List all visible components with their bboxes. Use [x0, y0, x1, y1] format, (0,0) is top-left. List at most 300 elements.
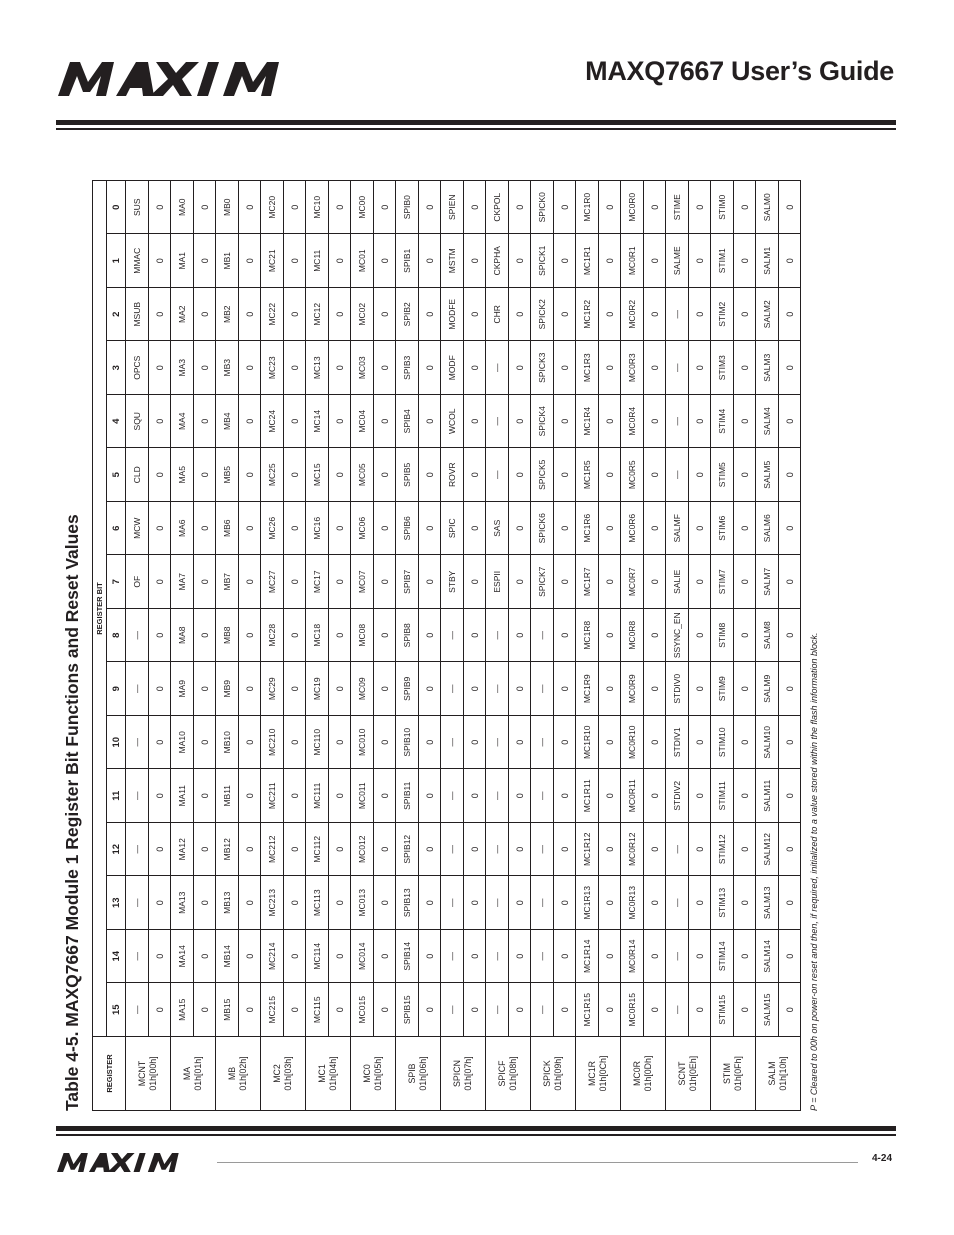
table-row — [576, 180, 599, 1110]
bit-function-cell: MB10 — [216, 716, 239, 770]
reset-value-cell: 0 — [644, 769, 666, 823]
reset-value-cell: 0 — [644, 288, 666, 342]
bit-function-cell: OPCS — [126, 341, 149, 395]
bit-function-cell: MC1R6 — [576, 502, 599, 556]
table-row-reset — [509, 180, 531, 1110]
reset-value-cell: 0 — [464, 502, 486, 556]
reset-value-cell: 0 — [419, 395, 441, 449]
reset-value-cell: 0 — [419, 930, 441, 984]
bit-function-cell: SALM1 — [756, 234, 779, 288]
reset-value-cell: 0 — [149, 341, 171, 395]
bit-function-cell: MC0R1 — [621, 234, 644, 288]
reset-value-cell: 0 — [149, 234, 171, 288]
bit-function-cell: MC115 — [306, 983, 329, 1037]
reset-value-cell: 0 — [509, 983, 531, 1037]
bit-function-cell: MC07 — [351, 555, 374, 609]
table-row — [531, 180, 554, 1110]
bit-function-cell: MB13 — [216, 876, 239, 930]
register-address: 01h[0Ch] — [598, 1055, 608, 1092]
reset-value-cell: 0 — [509, 769, 531, 823]
bit-function-cell: SPIB5 — [396, 448, 419, 502]
reset-value-cell: 0 — [554, 234, 576, 288]
reset-value-cell: 0 — [509, 395, 531, 449]
reset-value-cell: 0 — [554, 180, 576, 234]
reset-value-cell: 0 — [509, 288, 531, 342]
reset-value-cell: 0 — [374, 609, 396, 663]
reset-value-cell: 0 — [329, 341, 351, 395]
bit-function-cell: MC212 — [261, 823, 284, 877]
register-name: SPICK — [542, 1060, 552, 1087]
bit-function-cell: — — [666, 395, 689, 449]
bit-function-cell: MC13 — [306, 341, 329, 395]
bit-function-cell: SPIB11 — [396, 769, 419, 823]
register-table — [92, 180, 801, 1111]
table-row — [486, 180, 509, 1110]
register-address: 01h[05h] — [373, 1056, 383, 1091]
bit-header: 10 — [107, 716, 126, 770]
reset-value-cell: 0 — [149, 180, 171, 234]
reset-value-cell: 0 — [599, 769, 621, 823]
reset-value-cell: 0 — [239, 341, 261, 395]
reset-value-cell: 0 — [779, 609, 801, 663]
reset-value-cell: 0 — [554, 395, 576, 449]
reset-value-cell: 0 — [284, 930, 306, 984]
reset-value-cell: 0 — [329, 983, 351, 1037]
bit-function-cell: — — [486, 823, 509, 877]
reset-value-cell: 0 — [149, 662, 171, 716]
bit-function-cell: MCW — [126, 502, 149, 556]
register-name: MC1R — [587, 1061, 597, 1086]
bit-header: 12 — [107, 823, 126, 877]
reset-value-cell: 0 — [509, 448, 531, 502]
reset-value-cell: 0 — [599, 180, 621, 234]
bit-function-cell: ESPII — [486, 555, 509, 609]
reset-value-cell: 0 — [284, 983, 306, 1037]
bit-function-cell: — — [486, 876, 509, 930]
reset-value-cell: 0 — [734, 234, 756, 288]
bit-function-cell: — — [126, 823, 149, 877]
register-name: SCNT — [677, 1061, 687, 1086]
reset-value-cell: 0 — [734, 341, 756, 395]
table-row-reset — [734, 180, 756, 1110]
bit-function-cell: MC29 — [261, 662, 284, 716]
reset-value-cell: 0 — [734, 288, 756, 342]
bit-header: 13 — [107, 876, 126, 930]
bit-function-cell: MC11 — [306, 234, 329, 288]
bit-header: 5 — [107, 448, 126, 502]
reset-value-cell: 0 — [734, 502, 756, 556]
bit-function-cell: MC14 — [306, 395, 329, 449]
bit-function-cell: — — [531, 662, 554, 716]
bit-function-cell: MC17 — [306, 555, 329, 609]
bit-function-cell: MC0R14 — [621, 930, 644, 984]
reset-value-cell: 0 — [689, 341, 711, 395]
bit-function-cell: MA3 — [171, 341, 194, 395]
bit-function-cell: SALM3 — [756, 341, 779, 395]
bit-function-cell: MC01 — [351, 234, 374, 288]
table-row-reset — [644, 180, 666, 1110]
bit-function-cell: MC08 — [351, 609, 374, 663]
bit-function-cell: MC0R10 — [621, 716, 644, 770]
reset-value-cell: 0 — [689, 234, 711, 288]
bit-function-cell: MC05 — [351, 448, 374, 502]
bit-function-cell: MC0R0 — [621, 180, 644, 234]
table-row-reset — [329, 180, 351, 1110]
bit-function-cell: SPIB2 — [396, 288, 419, 342]
reset-value-cell: 0 — [464, 983, 486, 1037]
reset-value-cell: 0 — [779, 930, 801, 984]
reset-value-cell: 0 — [779, 823, 801, 877]
reset-value-cell: 0 — [644, 662, 666, 716]
table-row-reset — [464, 180, 486, 1110]
reset-value-cell: 0 — [149, 288, 171, 342]
reset-value-cell: 0 — [419, 609, 441, 663]
reset-value-cell: 0 — [464, 716, 486, 770]
bit-function-cell: MA6 — [171, 502, 194, 556]
reset-value-cell: 0 — [419, 555, 441, 609]
reset-value-cell: 0 — [509, 662, 531, 716]
reset-value-cell: 0 — [284, 823, 306, 877]
reset-value-cell: 0 — [419, 448, 441, 502]
reset-value-cell: 0 — [644, 395, 666, 449]
bit-function-cell: STIM5 — [711, 448, 734, 502]
reset-value-cell: 0 — [599, 930, 621, 984]
register-address: 01h[0Eh] — [688, 1055, 698, 1092]
register-name: SPIB — [407, 1063, 417, 1084]
bit-function-cell: STIM12 — [711, 823, 734, 877]
bit-function-cell: MC20 — [261, 180, 284, 234]
register-address: 01h[00h] — [148, 1056, 158, 1091]
reset-value-cell: 0 — [419, 180, 441, 234]
reset-value-cell: 0 — [239, 180, 261, 234]
reset-value-cell: 0 — [689, 180, 711, 234]
register-name: SPICN — [452, 1060, 462, 1087]
reset-value-cell: 0 — [734, 395, 756, 449]
bit-function-cell: MC214 — [261, 930, 284, 984]
register-name-cell — [531, 1037, 576, 1111]
bit-function-cell: STIM11 — [711, 769, 734, 823]
reset-value-cell: 0 — [194, 609, 216, 663]
bit-function-cell: MC1R15 — [576, 983, 599, 1037]
bit-function-cell: SQU — [126, 395, 149, 449]
register-name-cell — [711, 1037, 756, 1111]
bit-function-cell: STBY — [441, 555, 464, 609]
bit-function-cell: — — [531, 983, 554, 1037]
bit-function-cell: MC114 — [306, 930, 329, 984]
bit-function-cell: SALM7 — [756, 555, 779, 609]
register-name-cell — [666, 1037, 711, 1111]
bit-function-cell: MC0R7 — [621, 555, 644, 609]
bit-function-cell: MC0R6 — [621, 502, 644, 556]
bit-function-cell: MB12 — [216, 823, 239, 877]
reset-value-cell: 0 — [374, 555, 396, 609]
bit-function-cell: MA8 — [171, 609, 194, 663]
bit-function-cell: — — [486, 609, 509, 663]
register-address: 01h[07h] — [463, 1056, 473, 1091]
bit-function-cell: MC0R2 — [621, 288, 644, 342]
bit-function-cell: MB3 — [216, 341, 239, 395]
bit-header: 9 — [107, 662, 126, 716]
bit-function-cell: — — [486, 716, 509, 770]
reset-value-cell: 0 — [554, 930, 576, 984]
reset-value-cell: 0 — [734, 555, 756, 609]
bit-function-cell: — — [441, 876, 464, 930]
reset-value-cell: 0 — [734, 716, 756, 770]
reset-value-cell: 0 — [554, 876, 576, 930]
bit-function-cell: MC25 — [261, 448, 284, 502]
reset-value-cell: 0 — [149, 823, 171, 877]
reset-value-cell: 0 — [734, 609, 756, 663]
reset-value-cell: 0 — [644, 341, 666, 395]
reset-value-cell: 0 — [374, 662, 396, 716]
bit-function-cell: MC1R14 — [576, 930, 599, 984]
reset-value-cell: 0 — [554, 769, 576, 823]
bit-header: 11 — [107, 769, 126, 823]
register-column-header: REGISTER — [93, 1037, 126, 1111]
bit-function-cell: MC10 — [306, 180, 329, 234]
bit-function-cell: — — [531, 876, 554, 930]
bit-function-cell: MA0 — [171, 180, 194, 234]
reset-value-cell: 0 — [464, 395, 486, 449]
bit-function-cell: MC21 — [261, 234, 284, 288]
bit-function-cell: — — [441, 983, 464, 1037]
reset-value-cell: 0 — [464, 555, 486, 609]
reset-value-cell: 0 — [374, 341, 396, 395]
reset-value-cell: 0 — [464, 876, 486, 930]
reset-value-cell: 0 — [554, 662, 576, 716]
reset-value-cell: 0 — [374, 769, 396, 823]
bit-function-cell: SSYNC_EN — [666, 609, 689, 663]
bit-function-cell: MC1R11 — [576, 769, 599, 823]
table-row — [621, 180, 644, 1110]
bit-function-cell: MB7 — [216, 555, 239, 609]
reset-value-cell: 0 — [194, 876, 216, 930]
bit-function-cell: SALM12 — [756, 823, 779, 877]
bit-function-cell: MA9 — [171, 662, 194, 716]
reset-value-cell: 0 — [419, 502, 441, 556]
bit-function-cell: SPIB10 — [396, 716, 419, 770]
bit-function-cell: MC06 — [351, 502, 374, 556]
bit-function-cell: SPIEN — [441, 180, 464, 234]
bit-function-cell: — — [126, 609, 149, 663]
reset-value-cell: 0 — [599, 716, 621, 770]
reset-value-cell: 0 — [374, 502, 396, 556]
reset-value-cell: 0 — [419, 288, 441, 342]
register-name-cell — [351, 1037, 396, 1111]
register-address: 01h[03h] — [283, 1056, 293, 1091]
bit-function-cell: — — [441, 662, 464, 716]
bit-header: 15 — [107, 983, 126, 1037]
register-address: 01h[01h] — [193, 1056, 203, 1091]
reset-value-cell: 0 — [644, 555, 666, 609]
reset-value-cell: 0 — [599, 876, 621, 930]
reset-value-cell: 0 — [599, 983, 621, 1037]
bit-function-cell: MA11 — [171, 769, 194, 823]
bit-function-cell: — — [531, 716, 554, 770]
reset-value-cell: 0 — [329, 769, 351, 823]
reset-value-cell: 0 — [239, 930, 261, 984]
bit-function-cell: SALM2 — [756, 288, 779, 342]
reset-value-cell: 0 — [239, 983, 261, 1037]
table-row — [396, 180, 419, 1110]
reset-value-cell: 0 — [284, 341, 306, 395]
reset-value-cell: 0 — [509, 930, 531, 984]
bit-function-cell: MA4 — [171, 395, 194, 449]
register-name: MC2 — [272, 1064, 282, 1083]
header-rule — [56, 120, 896, 125]
reset-value-cell: 0 — [779, 769, 801, 823]
bit-function-cell: STIM13 — [711, 876, 734, 930]
bit-function-cell: STIME — [666, 180, 689, 234]
table-row — [261, 180, 284, 1110]
reset-value-cell: 0 — [464, 930, 486, 984]
bit-function-cell: MC014 — [351, 930, 374, 984]
reset-value-cell: 0 — [689, 288, 711, 342]
bit-function-cell: MC09 — [351, 662, 374, 716]
reset-value-cell: 0 — [599, 662, 621, 716]
reset-value-cell: 0 — [509, 502, 531, 556]
bit-function-cell: MC210 — [261, 716, 284, 770]
register-address: 01h[02h] — [238, 1056, 248, 1091]
register-address: 01h[06h] — [418, 1056, 428, 1091]
register-name: MCNT — [137, 1060, 147, 1087]
reset-value-cell: 0 — [554, 448, 576, 502]
bit-function-cell: MC26 — [261, 502, 284, 556]
register-bit-header: REGISTER BIT — [93, 180, 107, 1036]
bit-function-cell: MC03 — [351, 341, 374, 395]
bit-function-cell: SPICK1 — [531, 234, 554, 288]
bit-function-cell: MODFE — [441, 288, 464, 342]
reset-value-cell: 0 — [509, 234, 531, 288]
register-name: STIM — [722, 1063, 732, 1085]
reset-value-cell: 0 — [149, 983, 171, 1037]
reset-value-cell: 0 — [284, 876, 306, 930]
register-name: MC0R — [632, 1061, 642, 1086]
bit-function-cell: MC1R7 — [576, 555, 599, 609]
bit-function-cell: — — [666, 876, 689, 930]
reset-value-cell: 0 — [284, 609, 306, 663]
bit-function-cell: MC00 — [351, 180, 374, 234]
reset-value-cell: 0 — [689, 769, 711, 823]
reset-value-cell: 0 — [149, 448, 171, 502]
reset-value-cell: 0 — [374, 180, 396, 234]
bit-header: 0 — [107, 180, 126, 234]
bit-function-cell: MB0 — [216, 180, 239, 234]
bit-function-cell: SALM6 — [756, 502, 779, 556]
bit-header: 8 — [107, 609, 126, 663]
table-row — [171, 180, 194, 1110]
bit-function-cell: SALM9 — [756, 662, 779, 716]
bit-function-cell: MA12 — [171, 823, 194, 877]
reset-value-cell: 0 — [329, 555, 351, 609]
register-name-cell — [306, 1037, 351, 1111]
bit-header: 4 — [107, 395, 126, 449]
reset-value-cell: 0 — [374, 234, 396, 288]
reset-value-cell: 0 — [779, 288, 801, 342]
table-row-reset — [374, 180, 396, 1110]
footer-rule-thin — [56, 1134, 896, 1136]
table-row-reset — [419, 180, 441, 1110]
reset-value-cell: 0 — [464, 180, 486, 234]
bit-function-cell: — — [666, 823, 689, 877]
bit-function-cell: MA5 — [171, 448, 194, 502]
bit-function-cell: SALME — [666, 234, 689, 288]
bit-function-cell: SPICK3 — [531, 341, 554, 395]
table-row — [756, 180, 779, 1110]
reset-value-cell: 0 — [509, 823, 531, 877]
register-address: 01h[04h] — [328, 1056, 338, 1091]
reset-value-cell: 0 — [239, 609, 261, 663]
reset-value-cell: 0 — [644, 823, 666, 877]
bit-function-cell: MB2 — [216, 288, 239, 342]
reset-value-cell: 0 — [554, 555, 576, 609]
reset-value-cell: 0 — [374, 395, 396, 449]
bit-function-cell: STDIV2 — [666, 769, 689, 823]
reset-value-cell: 0 — [464, 769, 486, 823]
table-row — [666, 180, 689, 1110]
bit-function-cell: — — [486, 983, 509, 1037]
bit-function-cell: — — [531, 930, 554, 984]
bit-function-cell: MB4 — [216, 395, 239, 449]
bit-function-cell: MC015 — [351, 983, 374, 1037]
bit-function-cell: MC0R3 — [621, 341, 644, 395]
bit-function-cell: — — [126, 930, 149, 984]
rotated-table-area — [56, 181, 819, 1111]
bit-function-cell: MC1R9 — [576, 662, 599, 716]
bit-function-cell: SPIB14 — [396, 930, 419, 984]
footer-divider — [217, 1162, 858, 1163]
bit-function-cell: MC1R4 — [576, 395, 599, 449]
bit-function-cell: MB1 — [216, 234, 239, 288]
bit-function-cell: SPICK4 — [531, 395, 554, 449]
reset-value-cell: 0 — [779, 983, 801, 1037]
reset-value-cell: 0 — [734, 876, 756, 930]
register-name-cell — [216, 1037, 261, 1111]
reset-value-cell: 0 — [599, 448, 621, 502]
reset-value-cell: 0 — [329, 180, 351, 234]
bit-function-cell: MC28 — [261, 609, 284, 663]
bit-function-cell: — — [441, 769, 464, 823]
reset-value-cell: 0 — [419, 341, 441, 395]
bit-function-cell: — — [441, 609, 464, 663]
reset-value-cell: 0 — [239, 234, 261, 288]
bit-function-cell: MC1R1 — [576, 234, 599, 288]
register-name-cell — [261, 1037, 306, 1111]
register-name-cell — [486, 1037, 531, 1111]
reset-value-cell: 0 — [599, 555, 621, 609]
reset-value-cell: 0 — [239, 769, 261, 823]
bit-function-cell: SALM10 — [756, 716, 779, 770]
register-address: 01h[08h] — [508, 1056, 518, 1091]
table-title: Table 4-5. MAXQ7667 Module 1 Register Bit Functions and Reset Values — [62, 514, 82, 1111]
table-row-reset — [689, 180, 711, 1110]
bit-function-cell: MC15 — [306, 448, 329, 502]
reset-value-cell: 0 — [149, 716, 171, 770]
reset-value-cell: 0 — [374, 716, 396, 770]
reset-value-cell: 0 — [509, 180, 531, 234]
reset-value-cell: 0 — [464, 662, 486, 716]
bit-header: 7 — [107, 555, 126, 609]
bit-function-cell: MA7 — [171, 555, 194, 609]
bit-function-cell: STIM4 — [711, 395, 734, 449]
reset-value-cell: 0 — [509, 716, 531, 770]
reset-value-cell: 0 — [554, 823, 576, 877]
bit-function-cell: SAS — [486, 502, 509, 556]
reset-value-cell: 0 — [194, 395, 216, 449]
reset-value-cell: 0 — [779, 180, 801, 234]
bit-function-cell: SPIB3 — [396, 341, 419, 395]
register-name: MA — [182, 1066, 192, 1081]
